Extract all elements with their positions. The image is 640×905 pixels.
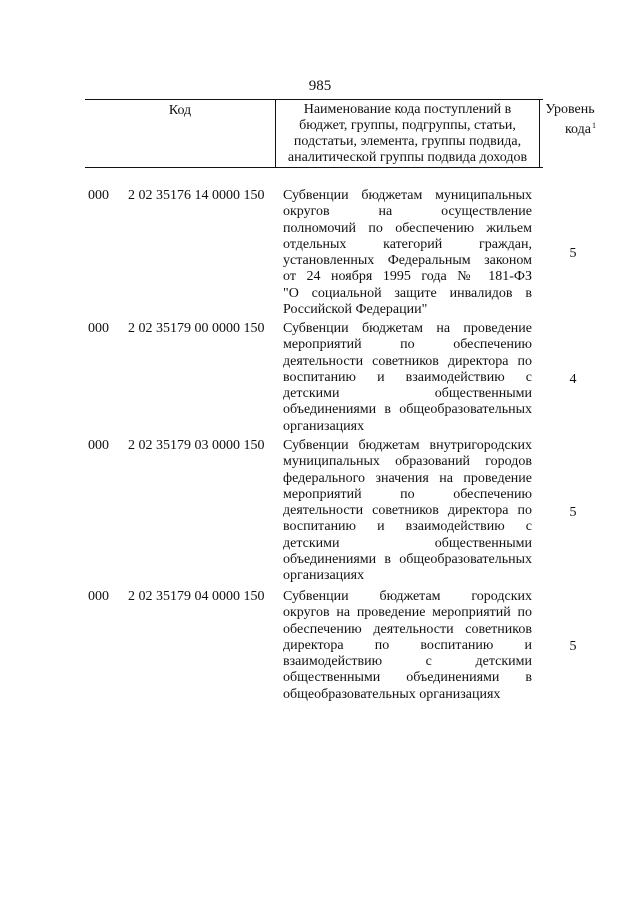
description-line: организациях — [283, 568, 365, 584]
description-line: муниципальных образований городов — [283, 454, 532, 470]
description-line: директора по воспитанию и — [283, 637, 532, 653]
code-level: 5 — [569, 639, 577, 654]
description-line: воспитанию и взаимодействию с — [283, 369, 532, 385]
description-line: Субвенции бюджетам муниципальных — [283, 188, 532, 203]
description-line: взаимодействию с детскими — [283, 654, 532, 670]
description-line: объединениями в общеобразовательных — [283, 402, 532, 418]
header-name-line: Наименование кода поступлений в — [303, 102, 512, 117]
code-level: 4 — [569, 372, 577, 387]
code-level: 5 — [569, 505, 577, 520]
header-name-column — [275, 100, 540, 167]
header-name-line: подстатьи, элемента, группы подвида, — [293, 134, 522, 149]
description-line: Субвенции бюджетам на проведение — [283, 321, 532, 336]
revenue-code: 2 02 35179 00 0000 150 — [128, 321, 265, 336]
admin-code: 000 — [88, 438, 109, 453]
header-level-label: кода — [564, 122, 591, 137]
header-code-column: Код — [168, 103, 192, 118]
description-line: Субвенции бюджетам внутригородских — [283, 438, 532, 453]
description-line: от 24 ноября 1995 года № 181-ФЗ — [283, 269, 532, 285]
revenue-code: 2 02 35179 04 0000 150 — [128, 589, 265, 604]
admin-code: 000 — [88, 188, 109, 203]
header-level-line2 — [540, 118, 600, 138]
header-level-column — [540, 100, 600, 167]
header-name-line: бюджет, группы, подгруппы, статьи, — [299, 118, 516, 133]
description-line: деятельности советников директора по — [283, 503, 532, 519]
header-level-line1: Уровень — [545, 102, 595, 117]
description-line: федерального значения на проведение — [283, 470, 532, 486]
description-line: отдельных категорий граждан, — [283, 236, 532, 252]
description-line: организациях — [283, 418, 365, 434]
description-line: Российской Федерации" — [283, 302, 428, 318]
row-description — [283, 438, 532, 585]
description-line: общеобразовательных организациях — [283, 686, 501, 702]
description-line: "О социальной защите инвалидов в — [283, 285, 532, 301]
description-line: деятельности советников директора по — [283, 353, 532, 369]
description-line: округов на проведение мероприятий по — [283, 605, 532, 621]
description-line: мероприятий по обеспечению — [283, 486, 532, 502]
admin-code: 000 — [88, 589, 109, 604]
description-line: установленных Федеральным законом — [283, 253, 532, 269]
header-name-line: аналитической группы подвида доходов — [287, 150, 528, 165]
description-line: обеспечению деятельности советников — [283, 621, 532, 637]
description-line: детскими общественными — [283, 386, 532, 402]
description-line: воспитанию и взаимодействию с — [283, 519, 532, 535]
description-line: мероприятий по обеспечению — [283, 337, 532, 353]
code-level: 5 — [569, 246, 577, 261]
description-line: детскими общественными — [283, 535, 532, 551]
table-header — [85, 99, 596, 168]
admin-code: 000 — [88, 321, 109, 336]
revenue-code: 2 02 35179 03 0000 150 — [128, 438, 265, 453]
row-description — [283, 321, 532, 435]
description-line: объединениями в общеобразовательных — [283, 552, 532, 568]
revenue-code: 2 02 35176 14 0000 150 — [128, 188, 265, 203]
page-number: 985 — [308, 78, 332, 94]
description-line: общественными объединениями в — [283, 670, 532, 686]
row-description — [283, 188, 532, 318]
description-line: округов на осуществление — [283, 204, 532, 220]
footnote-marker: 1 — [592, 121, 596, 130]
description-line: Субвенции бюджетам городских — [283, 589, 532, 604]
description-line: полномочий по обеспечению жильем — [283, 220, 532, 236]
row-description — [283, 589, 532, 703]
